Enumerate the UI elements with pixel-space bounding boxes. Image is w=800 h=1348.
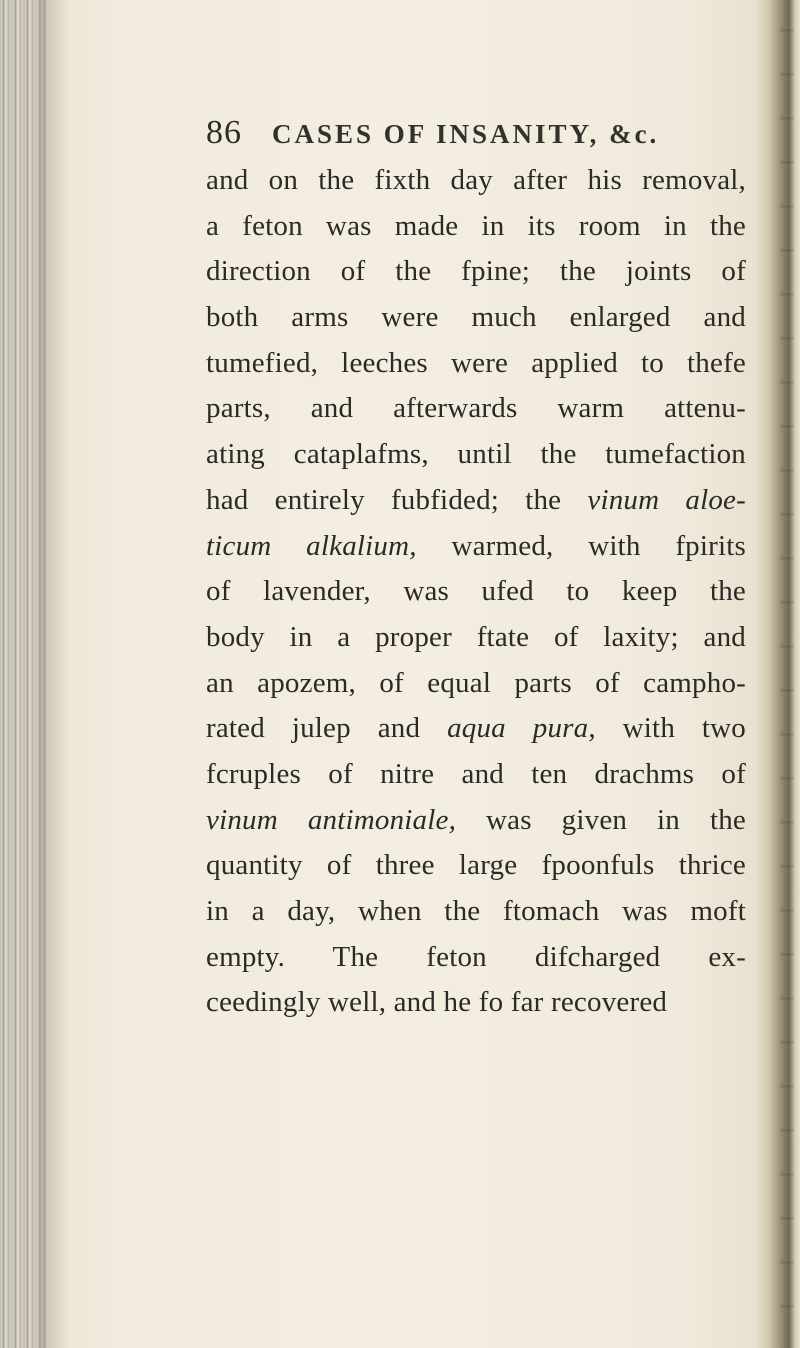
- italic-term: vinum antimoniale,: [206, 803, 457, 836]
- page-header: [206, 114, 659, 158]
- text-line: vinum antimoniale, was given in the: [206, 803, 746, 836]
- text-line: an apozem, of equal parts of campho-: [206, 666, 746, 699]
- text-line: ceedingly well, and he fo far recovered: [206, 986, 668, 1019]
- text-line: parts, and afterwards warm attenu-: [206, 392, 746, 425]
- italic-term: ticum alkalium,: [206, 529, 417, 562]
- text-line: fcruples of nitre and ten drachms of: [206, 757, 746, 790]
- body-text: [206, 158, 746, 1026]
- text-line: a feton was made in its room in the: [206, 209, 746, 242]
- running-head: CASES OF INSANITY, &c.: [272, 119, 660, 149]
- text-line: ticum alkalium, warmed, with fpirits: [206, 529, 746, 562]
- text-line: body in a proper ftate of laxity; and: [206, 620, 746, 653]
- italic-term: aqua pura,: [447, 712, 596, 745]
- text-line: had entirely fubfided; the vinum aloe-: [206, 483, 746, 516]
- page-edge-texture: [780, 0, 794, 1348]
- text-line: of lavender, was ufed to keep the: [206, 575, 746, 608]
- text-line: both arms were much enlarged and: [206, 301, 746, 334]
- gutter-shadow: [40, 0, 70, 1348]
- text-line: and on the fixth day after his removal,: [206, 164, 746, 196]
- text-line: rated julep and aqua pura, with two: [206, 712, 746, 745]
- text-line: quantity of three large fpoonfuls thrice: [206, 849, 746, 882]
- italic-term: vinum aloe-: [587, 483, 746, 516]
- page-number: 86: [206, 114, 242, 151]
- text-line: direction of the fpine; the joints of: [206, 255, 746, 288]
- text-line: ating cataplafms, until the tumefaction: [206, 438, 746, 471]
- text-line: empty. The feton difcharged ex-: [206, 940, 746, 973]
- text-line: in a day, when the ftomach was moft: [206, 895, 746, 927]
- text-line: tumefied, leeches were applied to thefe: [206, 346, 746, 379]
